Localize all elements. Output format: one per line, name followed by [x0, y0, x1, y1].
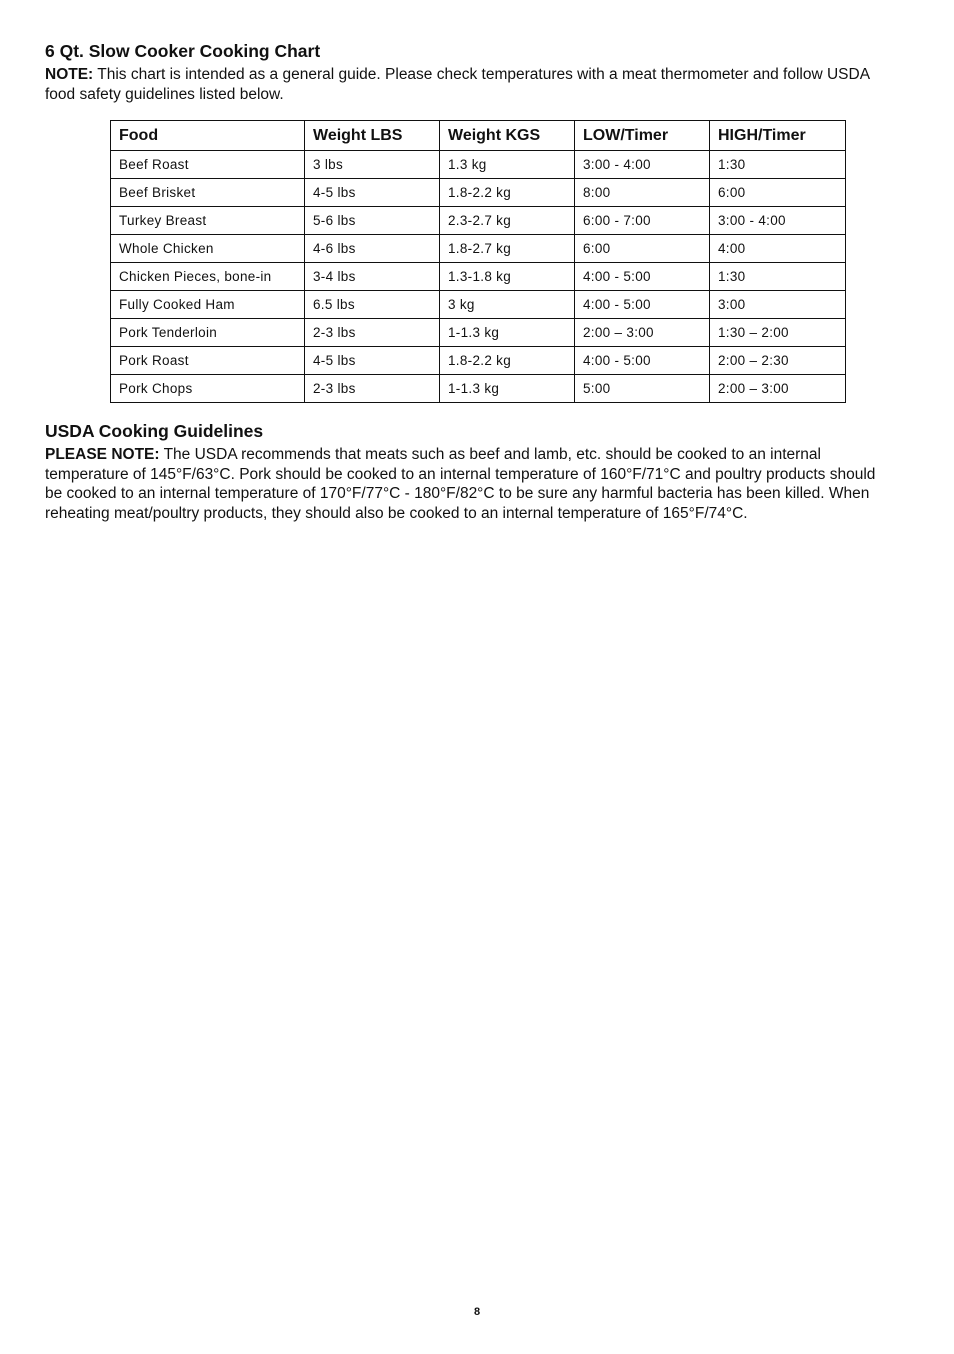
table-row [111, 291, 846, 319]
header-high-timer: HIGH/Timer [710, 121, 846, 151]
header-weight-kgs: Weight KGS [440, 121, 575, 151]
cell-weight-lbs: 4-6 lbs [305, 235, 440, 263]
cell-weight-kgs: 3 kg [440, 291, 575, 319]
cell-weight-lbs: 4-5 lbs [305, 179, 440, 207]
document-page [45, 40, 895, 523]
table-row [111, 375, 846, 403]
cell-weight-kgs: 1.8-2.2 kg [440, 179, 575, 207]
cell-weight-kgs: 1.8-2.7 kg [440, 235, 575, 263]
cell-low-timer: 8:00 [575, 179, 710, 207]
guidelines-paragraph [45, 445, 895, 523]
cell-high-timer: 1:30 [710, 151, 846, 179]
cell-low-timer: 2:00 – 3:00 [575, 319, 710, 347]
table-header-row [111, 121, 846, 151]
cell-food: Beef Roast [111, 151, 305, 179]
note-text: This chart is intended as a general guide. Please check temperatures with a meat thermometer and follow USDA food safety guidelines listed below. [45, 66, 870, 103]
cell-low-timer: 4:00 - 5:00 [575, 347, 710, 375]
cell-weight-kgs: 1.3 kg [440, 151, 575, 179]
cell-high-timer: 4:00 [710, 235, 846, 263]
page-number: 8 [473, 1306, 481, 1318]
cell-food: Fully Cooked Ham [111, 291, 305, 319]
cell-weight-kgs: 1.3-1.8 kg [440, 263, 575, 291]
cell-weight-kgs: 1.8-2.2 kg [440, 347, 575, 375]
header-low-timer: LOW/Timer [575, 121, 710, 151]
please-note-label: PLEASE NOTE: [45, 446, 160, 463]
cell-weight-lbs: 3 lbs [305, 151, 440, 179]
cell-food: Pork Chops [111, 375, 305, 403]
cell-high-timer: 1:30 – 2:00 [710, 319, 846, 347]
cell-high-timer: 6:00 [710, 179, 846, 207]
cell-weight-kgs: 1-1.3 kg [440, 319, 575, 347]
cell-high-timer: 3:00 - 4:00 [710, 207, 846, 235]
cell-weight-lbs: 2-3 lbs [305, 319, 440, 347]
cooking-chart-table [110, 120, 846, 403]
cell-food: Pork Tenderloin [111, 319, 305, 347]
cell-weight-lbs: 6.5 lbs [305, 291, 440, 319]
cell-low-timer: 4:00 - 5:00 [575, 291, 710, 319]
note-label: NOTE: [45, 66, 94, 83]
header-food: Food [111, 121, 305, 151]
cell-food: Beef Brisket [111, 179, 305, 207]
cell-low-timer: 6:00 - 7:00 [575, 207, 710, 235]
cell-high-timer: 3:00 [710, 291, 846, 319]
table-row [111, 151, 846, 179]
cell-low-timer: 4:00 - 5:00 [575, 263, 710, 291]
cell-weight-lbs: 4-5 lbs [305, 347, 440, 375]
table-row [111, 235, 846, 263]
table-row [111, 319, 846, 347]
table-row [111, 263, 846, 291]
chart-note [45, 65, 895, 104]
chart-title: 6 Qt. Slow Cooker Cooking Chart [45, 41, 321, 61]
guidelines-title: USDA Cooking Guidelines [45, 421, 264, 441]
cell-weight-lbs: 3-4 lbs [305, 263, 440, 291]
cell-high-timer: 2:00 – 2:30 [710, 347, 846, 375]
cell-weight-kgs: 2.3-2.7 kg [440, 207, 575, 235]
cell-high-timer: 2:00 – 3:00 [710, 375, 846, 403]
cell-low-timer: 5:00 [575, 375, 710, 403]
cell-food: Turkey Breast [111, 207, 305, 235]
cell-food: Pork Roast [111, 347, 305, 375]
cell-high-timer: 1:30 [710, 263, 846, 291]
cell-food: Whole Chicken [111, 235, 305, 263]
cell-food: Chicken Pieces, bone-in [111, 263, 305, 291]
cell-low-timer: 6:00 [575, 235, 710, 263]
table-row [111, 179, 846, 207]
table-row [111, 207, 846, 235]
header-weight-lbs: Weight LBS [305, 121, 440, 151]
cell-weight-kgs: 1-1.3 kg [440, 375, 575, 403]
guidelines-text: The USDA recommends that meats such as beef and lamb, etc. should be cooked to an internal temperature of 145°F/63°C. Pork should be cooked to an internal temperature of 160°F/71°C and poultry products should be cooked to an internal temperature of 170°F/77°C - 180°F/82°C to be sure any harmful bacteria has been killed. When reheating meat/poultry products, they should also be cooked to an internal temperature of 165°F/74°C. [45, 446, 876, 522]
cell-weight-lbs: 5-6 lbs [305, 207, 440, 235]
table-row [111, 347, 846, 375]
cell-low-timer: 3:00 - 4:00 [575, 151, 710, 179]
cell-weight-lbs: 2-3 lbs [305, 375, 440, 403]
